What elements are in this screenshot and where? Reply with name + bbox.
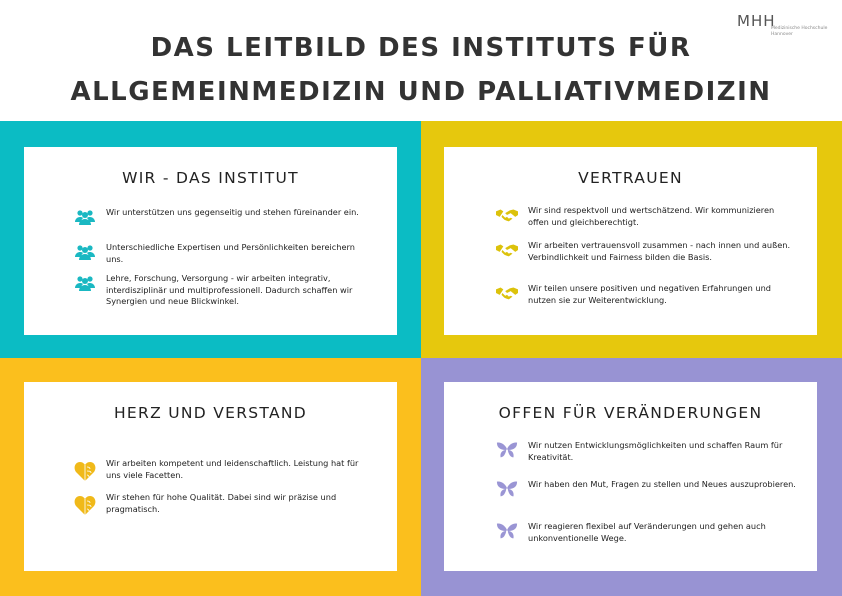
item-text: Wir reagieren flexibel auf Veränderungen und gehen auch unkonventionelle Wege. <box>528 521 766 543</box>
item-text: Wir stehen für hohe Qualität. Dabei sind wir präzise und pragmatisch. <box>106 492 337 514</box>
logo-text: Medizinische Hochschule Hannover <box>771 26 828 37</box>
section-heading: VERTRAUEN <box>578 169 683 187</box>
item-text: Wir arbeiten kompetent und leidenschaftlich. Leistung hat für uns viele Facetten. <box>106 458 359 480</box>
item-text: Wir teilen unsere positiven und negativen Erfahrungen und nutzen sie zur Weiterentwicklung. <box>528 283 771 305</box>
title-line-2: ALLGEMEINMEDIZIN UND PALLIATIVMEDIZIN <box>70 77 772 107</box>
handshake-icon <box>496 206 518 224</box>
section-heading: WIR - DAS INSTITUT <box>122 169 299 187</box>
card-offen-fuer-veraenderungen <box>444 382 817 571</box>
list-item <box>496 240 796 263</box>
item-text: Wir sind respektvoll und wertschätzend. Wir kommunizieren offen und gleichberechtigt. <box>528 205 775 227</box>
list-item <box>74 458 374 483</box>
page-title <box>0 26 842 114</box>
people-icon <box>74 243 96 261</box>
card-herz-und-verstand <box>24 382 397 571</box>
people-icon <box>74 208 96 226</box>
people-icon <box>74 274 96 292</box>
item-text: Wir arbeiten vertrauensvoll zusammen - nach innen und außen. Verbindlichkeit und Fairness bilden die Basis. <box>528 240 791 262</box>
heart-brain-icon <box>74 493 96 517</box>
item-text: Lehre, Forschung, Versorgung - wir arbeiten integrativ, interdisziplinär und multiprofessionell. Dadurch schaffen wir Synergien und neue Blickwinkel. <box>106 273 353 306</box>
list-item <box>74 492 374 517</box>
item-text: Unterschiedliche Expertisen und Persönlichkeiten bereichern uns. <box>106 242 355 264</box>
logo-mark: MHH <box>737 12 776 30</box>
card-vertrauen <box>444 147 817 335</box>
list-item <box>496 479 796 498</box>
item-text: Wir nutzen Entwicklungsmöglichkeiten und schaffen Raum für Kreativität. <box>528 440 783 462</box>
section-heading: HERZ UND VERSTAND <box>113 404 308 422</box>
heart-brain-icon <box>74 459 96 483</box>
handshake-icon <box>496 284 518 302</box>
butterfly-icon <box>496 522 518 540</box>
list-item <box>496 440 796 463</box>
list-item <box>496 283 796 306</box>
butterfly-icon <box>496 480 518 498</box>
card-wir-das-institut <box>24 147 397 335</box>
handshake-icon <box>496 241 518 259</box>
list-item <box>74 242 374 265</box>
title-line-1: DAS LEITBILD DES INSTITUTS FÜR <box>150 33 692 63</box>
section-heading: OFFEN FÜR VERÄNDERUNGEN <box>498 404 763 422</box>
list-item <box>496 521 796 544</box>
butterfly-icon <box>496 441 518 459</box>
list-item <box>74 273 374 308</box>
list-item <box>74 207 374 226</box>
item-text: Wir haben den Mut, Fragen zu stellen und Neues auszuprobieren. <box>528 479 796 489</box>
item-text: Wir unterstützen uns gegenseitig und stehen füreinander ein. <box>106 207 359 217</box>
list-item <box>496 205 796 228</box>
